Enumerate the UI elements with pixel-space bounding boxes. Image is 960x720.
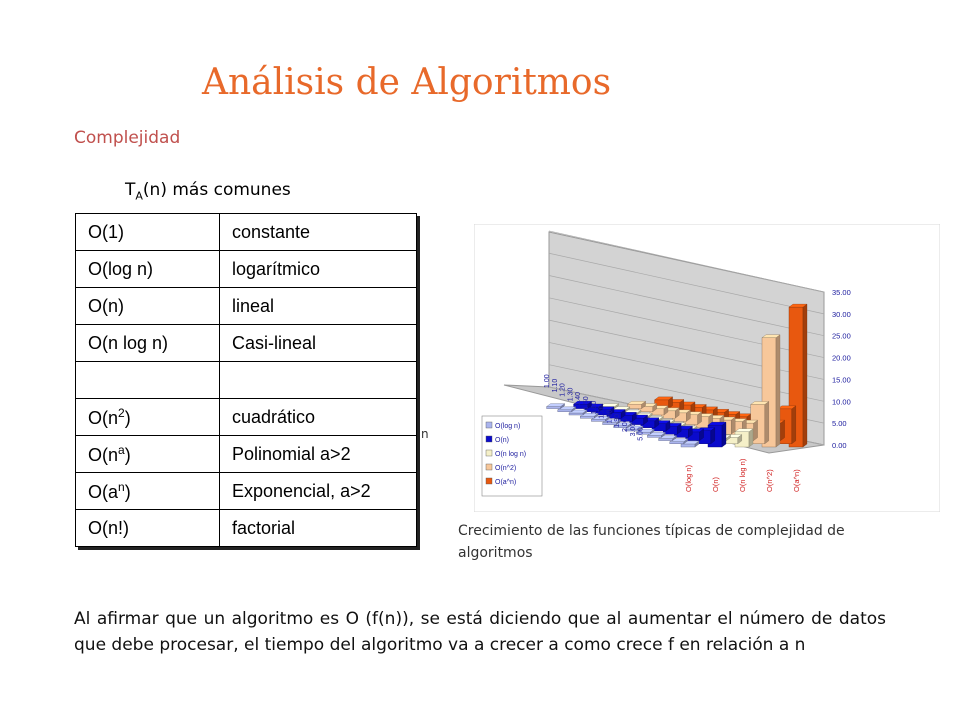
depth-tick-label: 1.30 <box>567 387 575 402</box>
bar <box>569 413 583 415</box>
bar-side <box>792 406 796 444</box>
notation-cell <box>76 436 220 473</box>
bar <box>580 416 594 418</box>
complexity-table <box>75 213 417 547</box>
depth-tick-label: 1.70 <box>598 405 606 419</box>
table-row <box>76 473 417 510</box>
z-tick-label: 5.00 <box>832 419 847 429</box>
bar <box>647 435 661 437</box>
depth-tick-label: 1.50 <box>583 396 590 410</box>
name-cell: factorial <box>220 510 417 547</box>
table-row <box>76 510 417 547</box>
notation-cell <box>76 473 220 510</box>
notation-cell: O(n log n) <box>76 325 220 362</box>
z-tick-label: 20.00 <box>832 353 851 363</box>
name-cell: Casi-lineal <box>220 325 417 362</box>
table-row-empty <box>76 362 417 399</box>
notation-close: ) <box>124 444 131 465</box>
series-label: O(n log n) <box>738 458 747 492</box>
notation-cell <box>76 362 220 399</box>
table-row <box>76 214 417 251</box>
notation-cell: O(log n) <box>76 251 220 288</box>
table-row <box>76 288 417 325</box>
bar <box>547 407 561 409</box>
notation-close: ) <box>124 407 131 428</box>
name-cell: lineal <box>220 288 417 325</box>
legend-swatch <box>486 422 492 428</box>
bar-side <box>803 304 807 447</box>
z-tick-label: 0.00 <box>832 441 847 450</box>
notation-cell: O(1) <box>76 214 220 251</box>
name-cell: logarítmico <box>220 251 417 288</box>
depth-tick-label: 1.00 <box>544 374 551 388</box>
name-cell: Polinomial a>2 <box>220 436 417 473</box>
table-row <box>76 436 417 473</box>
z-tick-label: 30.00 <box>832 309 851 319</box>
notation-base: O(a <box>88 481 119 502</box>
table-row <box>76 325 417 362</box>
notation-close: ) <box>124 481 131 502</box>
bar-side <box>776 335 780 447</box>
depth-tick-label: 1.40 <box>575 391 583 406</box>
table-row <box>76 251 417 288</box>
legend-label: O(n log n) <box>495 451 527 458</box>
bar-side <box>749 429 753 447</box>
legend-swatch <box>486 478 492 484</box>
legend-label: O(n) <box>495 437 509 444</box>
series-label: O(a^n) <box>792 469 801 492</box>
ta-prefix: T <box>125 180 136 200</box>
notation-base: O(n <box>88 444 119 465</box>
table-row <box>76 399 417 436</box>
depth-tick-label: 1.80 <box>606 409 614 424</box>
depth-tick-label: 2.00 <box>622 418 629 432</box>
legend-label: O(log n) <box>495 423 521 430</box>
depth-tick-label: 1.20 <box>559 383 567 397</box>
legend-label: O(a^n) <box>495 479 517 486</box>
bar-side <box>781 420 785 440</box>
name-cell <box>220 362 417 399</box>
notation-exponent: 2 <box>118 405 125 420</box>
depth-tick-label: 1.10 <box>551 378 559 393</box>
bar-side <box>754 420 758 440</box>
depth-tick-label: 1.60 <box>590 400 598 415</box>
stray-letter: n <box>421 427 429 441</box>
series-label: O(n) <box>711 477 720 492</box>
notation-exponent: a <box>118 442 125 457</box>
ta-subscript: A <box>135 189 143 203</box>
chart-caption: Crecimiento de las funciones típicas de complejidad de algoritmos <box>458 523 845 561</box>
depth-tick-label: 5.00 <box>637 427 645 441</box>
z-tick-label: 25.00 <box>832 331 851 341</box>
series-label: O(n^2) <box>765 469 774 492</box>
bar-side <box>765 401 769 443</box>
slide-subtitle: Complejidad <box>74 128 181 148</box>
legend-label: O(n^2) <box>495 465 517 472</box>
bar <box>659 439 673 441</box>
legend-swatch <box>486 464 492 470</box>
bar <box>681 444 695 447</box>
z-tick-label: 15.00 <box>832 375 851 385</box>
slide-title: Análisis de Algoritmos <box>202 62 612 103</box>
name-cell: Exponencial, a>2 <box>220 473 417 510</box>
name-cell: cuadrático <box>220 399 417 436</box>
notation-exponent: n <box>118 479 125 494</box>
legend-swatch <box>486 436 492 442</box>
bar-side <box>722 422 726 447</box>
table-heading <box>125 180 291 202</box>
notation-cell <box>76 399 220 436</box>
notation-cell: O(n) <box>76 288 220 325</box>
growth-chart <box>474 224 940 512</box>
notation-cell: O(n!) <box>76 510 220 547</box>
bar <box>670 442 684 444</box>
depth-tick-label: 1.90 <box>614 413 622 428</box>
explanation-paragraph: Al afirmar que un algoritmo es O (f(n)), se está diciendo que al aumentar el número de datos que debe procesar, el tiempo del algoritmo va a crecer a como crece f en relación a n <box>74 609 886 655</box>
ta-suffix: (n) más comunes <box>142 180 291 200</box>
series-label: O(log n) <box>684 464 693 492</box>
chart-svg <box>474 224 940 512</box>
z-tick-label: 35.00 <box>832 288 851 297</box>
legend-swatch <box>486 450 492 456</box>
notation-base: O(n <box>88 407 119 428</box>
name-cell: constante <box>220 214 417 251</box>
z-tick-label: 10.00 <box>832 397 851 407</box>
bar <box>558 410 572 412</box>
depth-tick-label: 3.00 <box>629 422 637 437</box>
